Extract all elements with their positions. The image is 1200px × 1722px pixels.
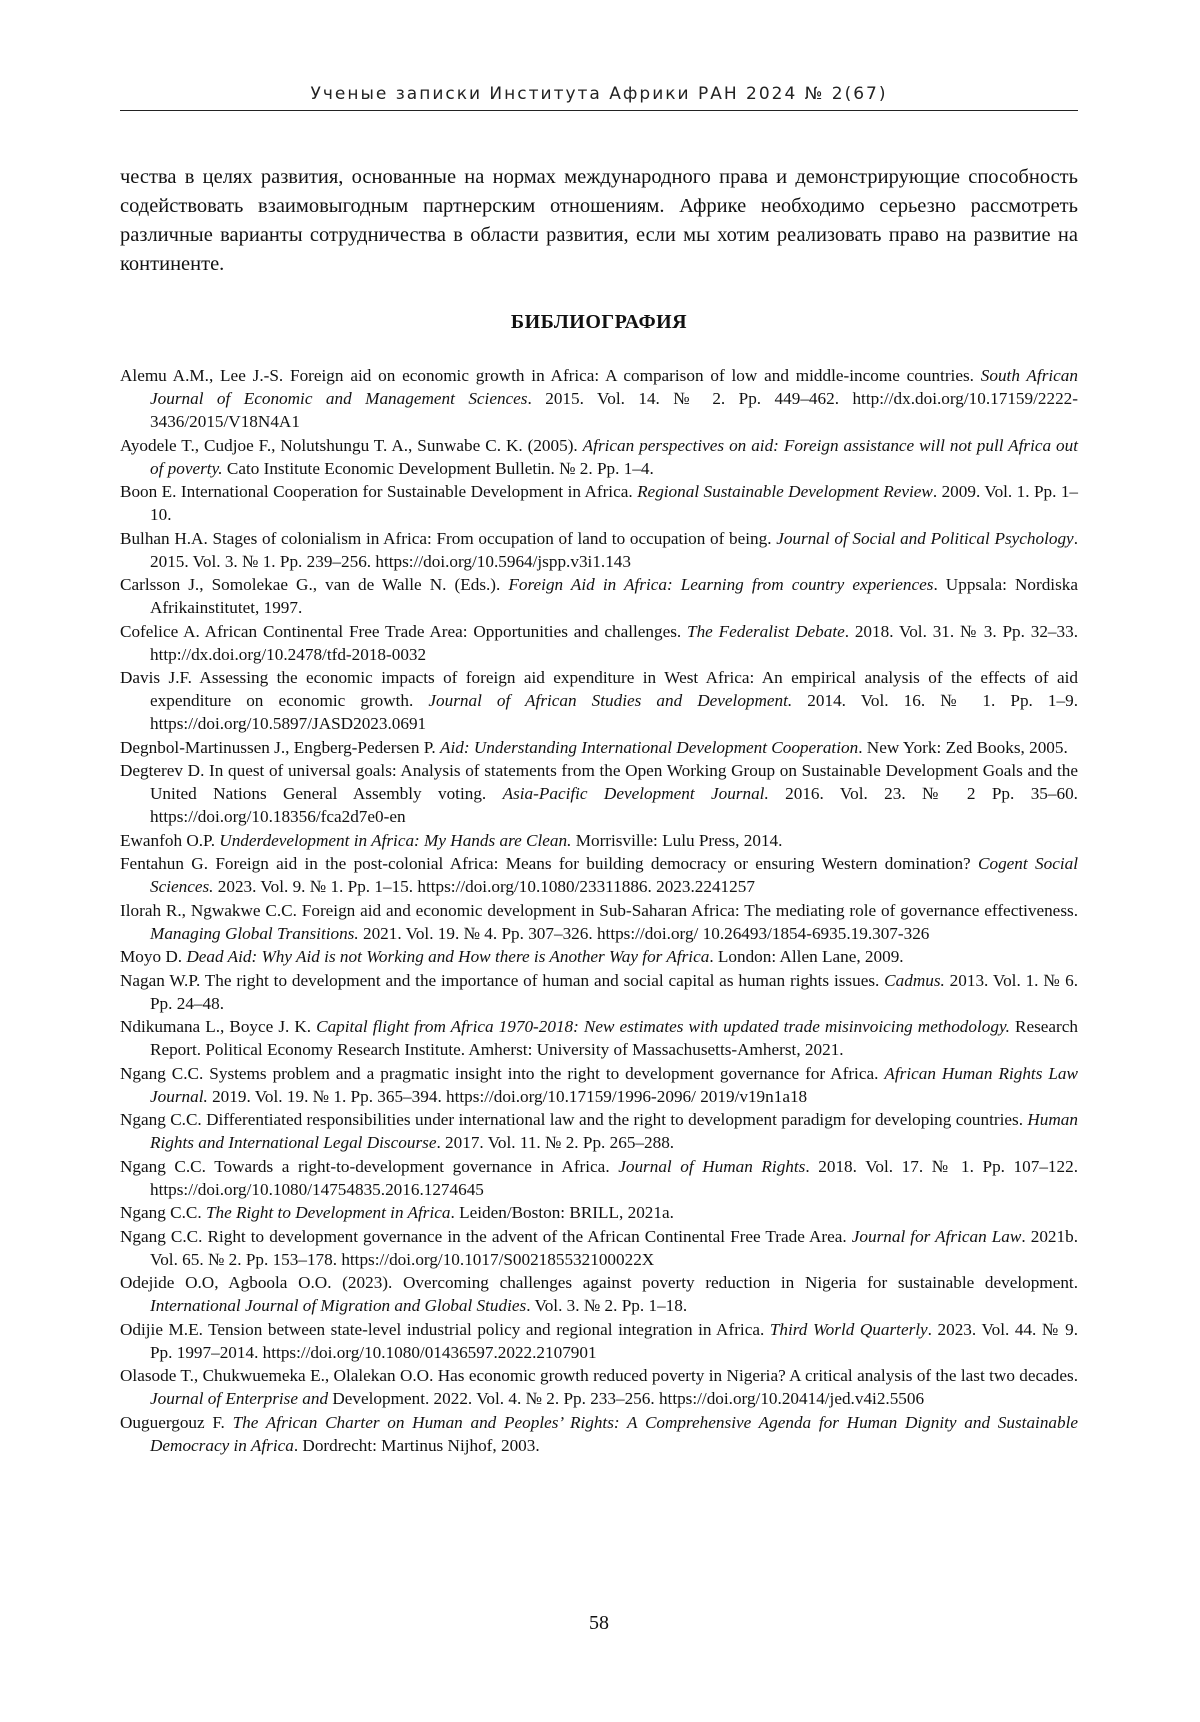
reference-list	[120, 364, 1078, 1457]
reference-source-title: South African Journal of Economic and Management Sciences	[150, 366, 1078, 408]
reference-text: . 2018. Vol. 17. № 1. Pp. 107–122. https://doi.org/10.1080/14754835.2016.1274645	[150, 1156, 1079, 1199]
reference-text: Alemu A.M., Lee J.-S. Foreign aid on economic growth in Africa: A comparison of low and middle-income countries.	[120, 366, 981, 385]
reference-text: Research Report. Political Economy Research Institute. Amherst: University of Massachusetts-Amherst, 2021.	[150, 1017, 1078, 1059]
running-header: Ученые записки Института Африки РАН 2024 № 2(67)	[310, 84, 888, 104]
reference-text: . 2018. Vol. 31. № 3. Pp. 32–33. http://dx.doi.org/10.2478/tfd-2018-0032	[150, 621, 1078, 664]
reference-text: 2013. Vol. 1. № 6. Pp. 24–48.	[150, 970, 1078, 1013]
reference-text: 2016. Vol. 23. № 2 Pp. 35–60. https://doi.org/10.18356/fca2d7e0-en	[150, 784, 1078, 826]
reference-source-title: Asia-Pacific Development Journal.	[502, 784, 769, 803]
reference-entry	[120, 1411, 1078, 1457]
reference-text: Nagan W.P. The right to development and the importance of human and social capital as human rights issues.	[120, 970, 885, 990]
reference-text: Bulhan H.A. Stages of colonialism in Africa: From occupation of land to occupation of being.	[120, 528, 777, 548]
reference-source-title: Underdevelopment in Africa: My Hands are Clean.	[219, 830, 572, 850]
reference-text: . Vol. 3. № 2. Pp. 1–18.	[526, 1296, 688, 1315]
reference-entry	[120, 1364, 1078, 1410]
reference-text: Ngang C.C.	[120, 1203, 206, 1222]
reference-text: Ayodele T., Cudjoe F., Nolutshungu T. A., Sunwabe C. K. (2005).	[120, 435, 583, 455]
reference-source-title: Managing Global Transitions.	[150, 923, 359, 943]
reference-entry	[120, 1155, 1078, 1201]
reference-source-title: Third World Quarterly	[769, 1319, 928, 1339]
reference-source-title: Cadmus.	[884, 970, 945, 990]
reference-source-title: Cogent Social Sciences.	[150, 854, 1078, 896]
reference-source-title: The Federalist Debate	[687, 621, 845, 641]
reference-text: . 2015. Vol. 3. № 1. Pp. 239–256. https://doi.org/10.5964/jspp.v3i1.143	[150, 528, 1078, 571]
reference-entry	[120, 945, 1078, 968]
reference-entry	[120, 527, 1078, 573]
reference-entry	[120, 969, 1078, 1015]
reference-text: Ngang C.C. Differentiated responsibilities under international law and the right to development paradigm for developing countries.	[120, 1110, 1028, 1129]
reference-text: . 2023. Vol. 44. № 9. Pp. 1997–2014. https://doi.org/10.1080/01436597.2022.2107901	[150, 1319, 1078, 1362]
reference-entry	[120, 573, 1078, 619]
reference-entry	[120, 434, 1078, 480]
reference-entry	[120, 1201, 1078, 1224]
reference-text: . Dordrecht: Martinus Nijhof, 2003.	[293, 1435, 540, 1455]
bibliography-heading: БИБЛИОГРАФИЯ	[510, 311, 688, 333]
reference-source-title: Human Rights and International Legal Discourse	[150, 1110, 1078, 1152]
reference-text: Ilorah R., Ngwakwe C.C. Foreign aid and economic development in Sub-Saharan Africa: The mediating role of governance effectiveness.	[120, 900, 1078, 920]
reference-source-title: Foreign Aid in Africa: Learning from country experiences	[508, 575, 934, 594]
reference-entry	[120, 666, 1078, 735]
reference-entry	[120, 736, 1078, 759]
reference-text: . Leiden/Boston: BRILL, 2021a.	[450, 1203, 674, 1222]
reference-entry	[120, 364, 1078, 433]
reference-text: Odejide O.O, Agboola O.O. (2023). Overcoming challenges against poverty reduction in Nigeria for sustainable development.	[120, 1273, 1078, 1292]
reference-entry	[120, 852, 1078, 898]
header-divider	[120, 110, 1078, 111]
reference-source-title: The Right to Development in Africa	[205, 1203, 451, 1222]
reference-text: . 2015. Vol. 14. № 2. Pp. 449–462. http://dx.doi.org/10.17159/2222-3436/2015/V18N4A1	[150, 389, 1078, 431]
reference-entry	[120, 899, 1078, 945]
intro-paragraph: чества в целях развития, основанные на нормах международного права и демонстрирующие способность содействовать взаимовыгодным партнерским отношениям. Африке необходимо серьезно рассмотреть различные варианты сотрудничества в области развития, если мы хотим реализовать право на развитие на континенте.	[120, 166, 1078, 275]
reference-text: Cofelice A. African Continental Free Trade Area: Opportunities and challenges.	[120, 621, 688, 641]
reference-entry	[120, 1108, 1078, 1154]
reference-entry	[120, 620, 1078, 666]
reference-entry	[120, 759, 1078, 828]
reference-source-title: Journal of Human Rights	[618, 1156, 806, 1176]
reference-text: Ouguergouz F.	[120, 1412, 233, 1432]
reference-source-title: Journal of Social and Political Psychology	[776, 528, 1074, 548]
reference-text: . Uppsala: Nordiska Afrikainstitutet, 1997.	[150, 575, 1078, 617]
reference-text: 2019. Vol. 19. № 1. Pp. 365–394. https://doi.org/10.17159/1996-2096/ 2019/v19n1a18	[207, 1086, 808, 1106]
reference-source-title: African perspectives on aid: Foreign assistance will not pull Africa out of poverty.	[150, 435, 1079, 478]
reference-entry	[120, 1225, 1078, 1271]
reference-source-title: Journal of African Studies and Development.	[428, 691, 793, 710]
reference-text: Moyo D.	[120, 947, 187, 966]
reference-entry	[120, 1015, 1078, 1061]
reference-text: . 2009. Vol. 1. Pp. 1–10.	[150, 482, 1079, 524]
reference-source-title: Regional Sustainable Development Review	[637, 482, 933, 501]
reference-text: Davis J.F. Assessing the economic impacts of foreign aid expenditure in West Africa: An empirical analysis of the effects of aid expenditure on economic growth.	[120, 668, 1078, 710]
reference-text: Ewanfoh O.P.	[120, 830, 220, 850]
reference-text: Degterev D. In quest of universal goals: Analysis of statements from the Open Working Group on Sustainable Development Goals and the United Nations General Assembly voting.	[120, 761, 1078, 803]
reference-entry	[120, 1318, 1078, 1364]
reference-entry	[120, 1271, 1078, 1317]
reference-text: Cato Institute Economic Development Bulletin. № 2. Pp. 1–4.	[222, 458, 654, 478]
page-number: 58	[589, 1612, 609, 1634]
reference-text: 2014. Vol. 16. № 1. Pp. 1–9. https://doi.org/10.5897/JASD2023.0691	[150, 691, 1078, 733]
reference-text: . 2017. Vol. 11. № 2. Pp. 265–288.	[436, 1133, 675, 1152]
reference-text: Ndikumana L., Boyce J. K.	[120, 1017, 317, 1036]
reference-text: 2023. Vol. 9. № 1. Pp. 1–15. https://doi.org/10.1080/23311886. 2023.2241257	[213, 877, 755, 896]
reference-text: . 2021b. Vol. 65. № 2. Pp. 153–178. https://doi.org/10.1017/S002185532100022X	[150, 1226, 1078, 1269]
reference-source-title: Dead Aid: Why Aid is not Working and How there is Another Way for Africa	[186, 947, 710, 966]
reference-text: Development. 2022. Vol. 4. № 2. Pp. 233–256. https://doi.org/10.20414/jed.v4i2.5506	[328, 1389, 925, 1408]
reference-text: Fentahun G. Foreign aid in the post-colonial Africa: Means for building democracy or ensuring Western domination?	[120, 854, 979, 873]
reference-text: Ngang C.C. Right to development governance in the advent of the African Continental Free Trade Area.	[120, 1226, 852, 1246]
reference-source-title: African Human Rights Law Journal.	[150, 1063, 1078, 1106]
reference-text: Odijie M.E. Tension between state-level industrial policy and regional integration in Africa.	[120, 1319, 770, 1339]
reference-entry	[120, 1062, 1078, 1108]
reference-text: . London: Allen Lane, 2009.	[709, 947, 904, 966]
reference-text: 2021. Vol. 19. № 4. Pp. 307–326. https://doi.org/ 10.26493/1854-6935.19.307-326	[358, 923, 930, 943]
reference-source-title: Journal for African Law	[851, 1226, 1022, 1246]
reference-source-title: The African Charter on Human and Peoples’ Rights: A Comprehensive Agenda for Human Dignity and Sustainable Democracy in Africa	[150, 1412, 1078, 1455]
reference-text: Degnbol-Martinussen J., Engberg-Pedersen P.	[120, 737, 440, 757]
reference-text: Ngang C.C. Towards a right-to-development governance in Africa.	[120, 1156, 619, 1176]
reference-source-title: Capital flight from Africa 1970-2018: New estimates with updated trade misinvoicing methodology.	[316, 1017, 1010, 1036]
reference-source-title: International Journal of Migration and Global Studies	[150, 1296, 527, 1315]
reference-source-title: Aid: Understanding International Development Cooperation	[440, 737, 859, 757]
reference-text: Boon E. International Cooperation for Sustainable Development in Africa.	[120, 482, 638, 501]
reference-entry	[120, 480, 1078, 526]
reference-entry	[120, 829, 1078, 852]
reference-text: Ngang C.C. Systems problem and a pragmatic insight into the right to development governance for Africa.	[120, 1063, 885, 1083]
reference-text: Olasode T., Chukwuemeka E., Olalekan O.O. Has economic growth reduced poverty in Nigeria? A critical analysis of the last two decades.	[120, 1366, 1078, 1385]
reference-text: Morrisville: Lulu Press, 2014.	[571, 830, 783, 850]
reference-text: Carlsson J., Somolekae G., van de Walle N. (Eds.).	[120, 575, 509, 594]
reference-text: . New York: Zed Books, 2005.	[858, 737, 1068, 757]
reference-source-title: Journal of Enterprise and	[150, 1389, 329, 1408]
